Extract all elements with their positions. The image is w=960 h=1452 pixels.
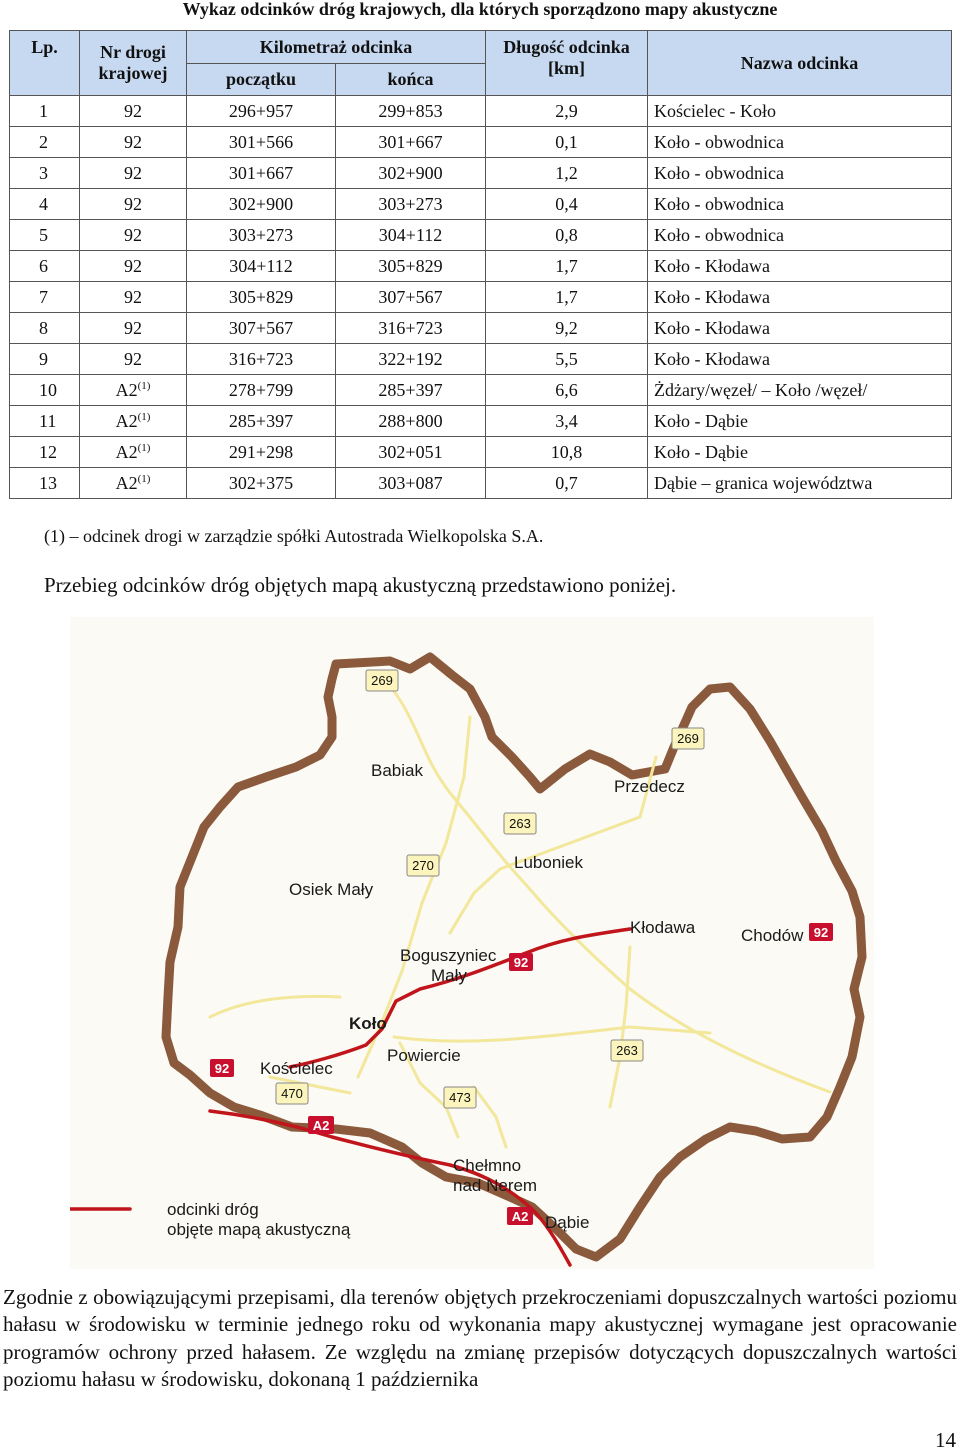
place-boguszyniec-line1: Boguszyniec [400,946,497,965]
header-lp: Lp. [10,31,80,96]
cell-lp: 8 [10,313,80,344]
place-osiek-maly: Osiek Mały [289,880,374,899]
badge-470 [276,1083,308,1104]
svg-text:92: 92 [214,1061,230,1076]
cell-length: 1,7 [486,251,648,282]
cell-road: 92 [80,282,187,313]
cell-length: 0,1 [486,127,648,158]
cell-name: Koło - Kłodawa [648,282,952,313]
place-koscielec: Kościelec [260,1059,333,1078]
badge-a2-bottom [507,1207,533,1225]
cell-length: 0,4 [486,189,648,220]
cell-road: 92 [80,251,187,282]
place-luboniek: Luboniek [514,853,584,872]
badge-270 [407,855,439,876]
table-row [10,220,952,251]
cell-km-end: 288+800 [336,406,486,437]
road-map [70,617,874,1269]
cell-length: 1,2 [486,158,648,189]
cell-km-start: 296+957 [187,96,336,127]
legend-text-line2: objęte mapą akustyczną [167,1220,351,1239]
cell-name: Koło - obwodnica [648,189,952,220]
place-przedecz: Przedecz [614,777,685,796]
footnote-marker: (1) [137,380,151,392]
cell-km-start: 301+566 [187,127,336,158]
place-babiak: Babiak [371,761,423,780]
cell-km-end: 322+192 [336,344,486,375]
table-row [10,344,952,375]
cell-length: 9,2 [486,313,648,344]
cell-km-start: 304+112 [187,251,336,282]
cell-km-end: 303+087 [336,468,486,499]
table-row [10,282,952,313]
cell-road: A2$^{(1)}$ [80,375,187,406]
cell-name: Koło - Kłodawa [648,313,952,344]
header-length: Długość odcinka [km] [486,31,648,96]
cell-name: Koło - obwodnica [648,127,952,158]
cell-lp: 12 [10,437,80,468]
svg-text:269: 269 [677,731,699,746]
footnote-marker: (1) [137,473,151,485]
cell-length: 3,4 [486,406,648,437]
cell-lp: 3 [10,158,80,189]
header-road: Nr drogi krajowej [80,31,187,96]
place-chelmno-line1: Chełmno [453,1156,522,1175]
cell-name: Koło - obwodnica [648,158,952,189]
table-row [10,251,952,282]
cell-km-start: 316+723 [187,344,336,375]
cell-lp: 6 [10,251,80,282]
cell-km-start: 285+397 [187,406,336,437]
cell-km-start: 301+667 [187,158,336,189]
cell-lp: 5 [10,220,80,251]
cell-km-start: 291+298 [187,437,336,468]
cell-km-start: 302+900 [187,189,336,220]
header-km-end: końca [336,64,486,96]
place-boguszyniec-line2: Mały [431,966,467,985]
cell-road: A2$^{(1)}$ [80,437,187,468]
table-row [10,313,952,344]
svg-text:473: 473 [449,1090,471,1105]
cell-name: Koło - Kłodawa [648,251,952,282]
header-name: Nazwa odcinka [648,31,952,96]
svg-text:92: 92 [513,955,529,970]
cell-length: 1,7 [486,282,648,313]
cell-lp: 13 [10,468,80,499]
place-dabie: Dąbie [545,1213,590,1232]
table-row [10,375,952,406]
header-km-start: początku [187,64,336,96]
footnote: (1) – odcinek drogi w zarządzie spółki Autostrada Wielkopolska S.A. [44,526,544,546]
badge-263-top [504,813,536,834]
cell-road: 92 [80,220,187,251]
cell-km-end: 302+051 [336,437,486,468]
intro-text: Przebieg odcinków dróg objętych mapą akustyczną przedstawiono poniżej. [44,573,677,597]
cell-km-start: 305+829 [187,282,336,313]
cell-road: 92 [80,127,187,158]
body-paragraph: Zgodnie z obowiązującymi przepisami, dla terenów objętych przekroczeniami dopuszczalnych wartości poziomu hałasu w środowisku w terminie jednego roku od wykonania mapy akustycznej wymagane jest opracowanie programów ochrony przed hałasem. Ze względu na zmianę przepisów dotyczących dopuszczalnych wartości poziomu hałasu w środowisku, dokonaną 1 października [3,1285,957,1391]
table-row [10,189,952,220]
badge-a2-left [308,1116,334,1134]
cell-km-start: 307+567 [187,313,336,344]
cell-km-end: 304+112 [336,220,486,251]
cell-road: A2$^{(1)}$ [80,468,187,499]
cell-km-end: 305+829 [336,251,486,282]
cell-km-end: 303+273 [336,189,486,220]
svg-text:269: 269 [371,673,393,688]
page-title: Wykaz odcinków dróg krajowych, dla których sporządzono mapy akustyczne [182,0,778,19]
cell-length: 5,5 [486,344,648,375]
cell-road: 92 [80,313,187,344]
cell-km-start: 302+375 [187,468,336,499]
cell-length: 10,8 [486,437,648,468]
road-sections-table [9,30,952,499]
cell-length: 2,9 [486,96,648,127]
table-row [10,96,952,127]
cell-lp: 1 [10,96,80,127]
cell-km-end: 307+567 [336,282,486,313]
cell-road: 92 [80,344,187,375]
cell-km-end: 316+723 [336,313,486,344]
cell-km-start: 278+799 [187,375,336,406]
table-row [10,158,952,189]
svg-text:263: 263 [509,816,531,831]
cell-name: Koło - Dąbie [648,406,952,437]
cell-name: Koło - Kłodawa [648,344,952,375]
badge-269-top [366,670,398,691]
badge-92-center [509,953,533,971]
footnote-marker: (1) [137,442,151,454]
svg-text:92: 92 [813,925,829,940]
table-row [10,468,952,499]
place-powiercie: Powiercie [387,1046,461,1065]
svg-text:270: 270 [412,858,434,873]
cell-name: Kościelec - Koło [648,96,952,127]
badge-92-left [210,1059,234,1077]
cell-length: 6,6 [486,375,648,406]
badge-269-right [672,728,704,749]
footnote-marker: (1) [137,411,151,423]
legend-text-line1: odcinki dróg [167,1200,259,1219]
cell-lp: 7 [10,282,80,313]
header-km: Kilometraż odcinka [187,31,486,64]
cell-name: Koło - obwodnica [648,220,952,251]
cell-lp: 11 [10,406,80,437]
cell-lp: 4 [10,189,80,220]
svg-text:263: 263 [616,1043,638,1058]
cell-name: Żdżary/węzeł/ – Koło /węzeł/ [648,375,952,406]
cell-length: 0,8 [486,220,648,251]
cell-road: 92 [80,96,187,127]
cell-km-end: 285+397 [336,375,486,406]
table-row [10,127,952,158]
table-row [10,406,952,437]
svg-text:470: 470 [281,1086,303,1101]
svg-text:A2: A2 [511,1209,529,1224]
cell-road: 92 [80,158,187,189]
cell-lp: 10 [10,375,80,406]
badge-263-right [611,1040,643,1061]
cell-km-end: 299+853 [336,96,486,127]
cell-name: Dąbie – granica województwa [648,468,952,499]
place-chodow: Chodów [741,926,804,945]
page-number: 14 [935,1428,956,1452]
place-klodawa: Kłodawa [630,918,696,937]
cell-length: 0,7 [486,468,648,499]
badge-92-right [809,923,833,941]
cell-lp: 9 [10,344,80,375]
cell-lp: 2 [10,127,80,158]
cell-km-end: 301+667 [336,127,486,158]
badge-473 [444,1087,476,1108]
svg-text:A2: A2 [312,1118,330,1133]
place-kolo: Koło [349,1014,387,1033]
place-chelmno-line2: nad Nerem [453,1176,538,1195]
cell-road: 92 [80,189,187,220]
cell-road: A2$^{(1)}$ [80,406,187,437]
cell-name: Koło - Dąbie [648,437,952,468]
cell-km-start: 303+273 [187,220,336,251]
table-row [10,437,952,468]
cell-km-end: 302+900 [336,158,486,189]
